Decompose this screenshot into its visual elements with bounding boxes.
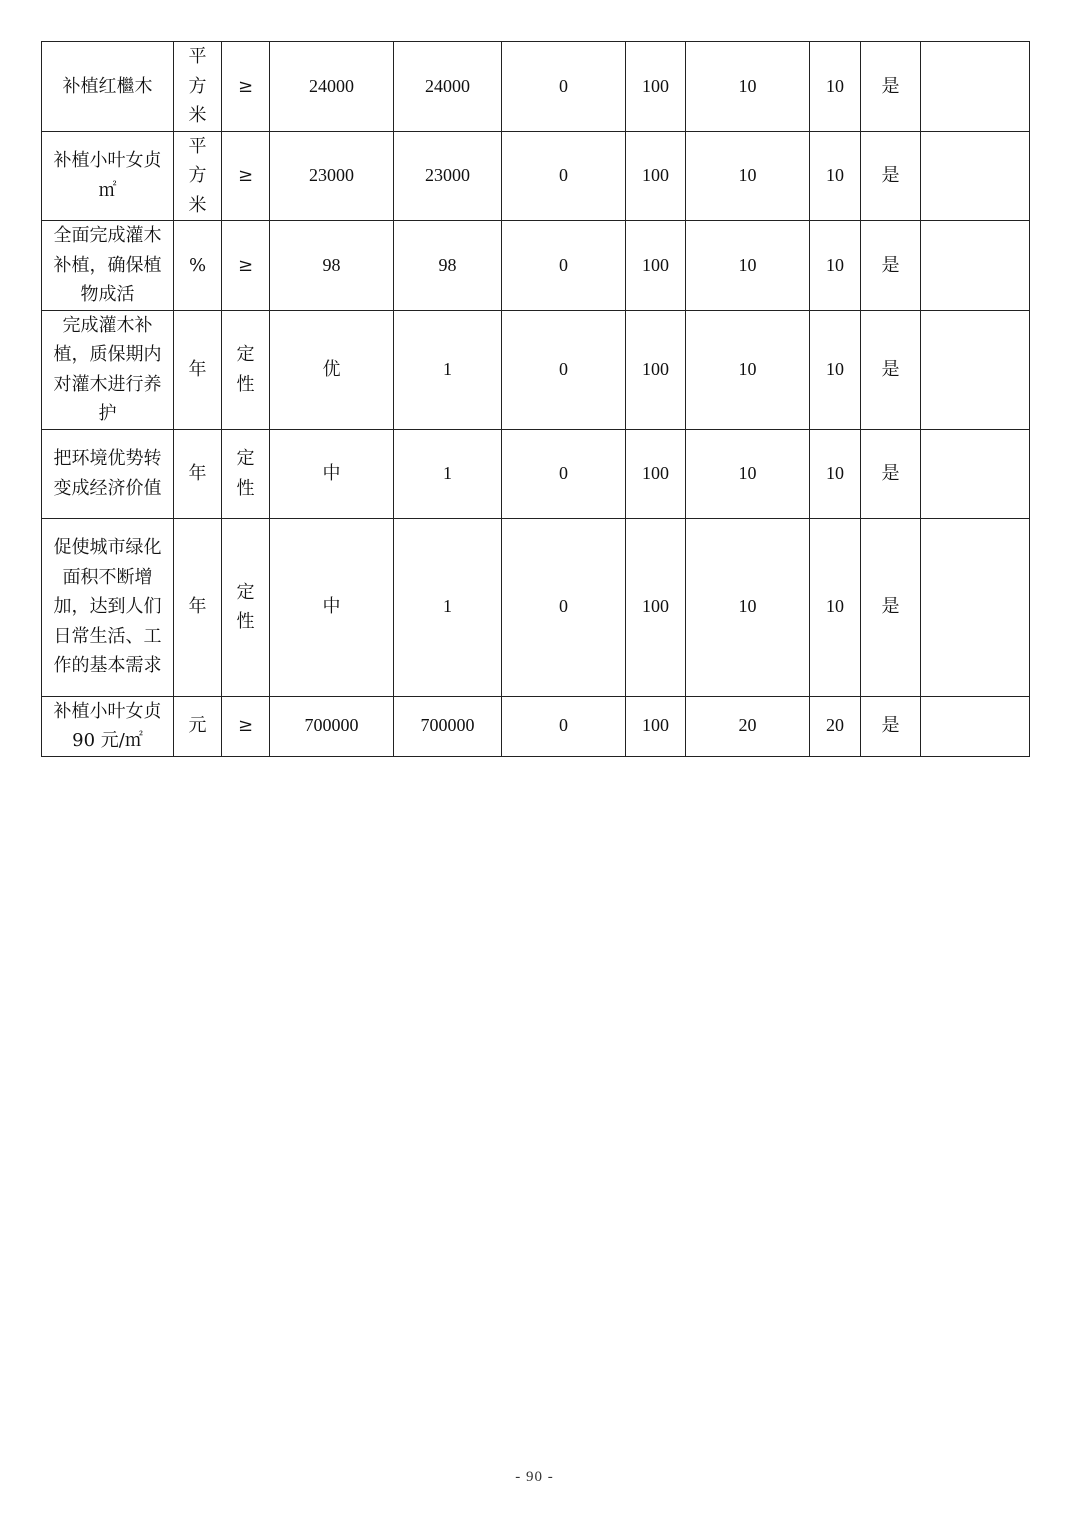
remark-cell	[921, 429, 1030, 518]
completion-rate-cell: 100	[626, 221, 686, 311]
weight-cell: 20	[686, 696, 810, 756]
actual-value-cell: 24000	[394, 42, 502, 132]
deviation-cell: 0	[502, 518, 626, 696]
remark-cell	[921, 518, 1030, 696]
table-row	[42, 518, 1030, 696]
remark-cell	[921, 221, 1030, 311]
actual-value-cell: 1	[394, 429, 502, 518]
remark-cell	[921, 310, 1030, 429]
table-row	[42, 131, 1030, 221]
indicator-name-cell: 补植红檵木	[42, 42, 174, 132]
unit-cell: 年	[174, 310, 222, 429]
table-row	[42, 429, 1030, 518]
weight-cell: 10	[686, 221, 810, 311]
table-row	[42, 310, 1030, 429]
performance-indicator-table	[41, 41, 1030, 757]
achieved-cell: 是	[861, 310, 921, 429]
deviation-cell: 0	[502, 42, 626, 132]
score-cell: 10	[810, 429, 861, 518]
completion-rate-cell: 100	[626, 429, 686, 518]
target-value-cell: 98	[270, 221, 394, 311]
page-number: - 90 -	[515, 1469, 554, 1485]
indicator-name-cell: 促使城市绿化面积不断增加，达到人们日常生活、工作的基本需求	[42, 518, 174, 696]
deviation-cell: 0	[502, 221, 626, 311]
completion-rate-cell: 100	[626, 518, 686, 696]
deviation-cell: 0	[502, 310, 626, 429]
achieved-cell: 是	[861, 518, 921, 696]
score-cell: 10	[810, 518, 861, 696]
achieved-cell: 是	[861, 42, 921, 132]
table-row	[42, 221, 1030, 311]
indicator-name-cell: 把环境优势转变成经济价值	[42, 429, 174, 518]
operator-cell: ≥	[222, 131, 270, 221]
completion-rate-cell: 100	[626, 42, 686, 132]
weight-cell: 10	[686, 310, 810, 429]
indicator-name-cell: 补植小叶女贞 90 元/㎡	[42, 696, 174, 756]
deviation-cell: 0	[502, 131, 626, 221]
achieved-cell: 是	[861, 696, 921, 756]
unit-cell: %	[174, 221, 222, 311]
actual-value-cell: 23000	[394, 131, 502, 221]
unit-cell: 年	[174, 518, 222, 696]
achieved-cell: 是	[861, 131, 921, 221]
target-value-cell: 中	[270, 518, 394, 696]
operator-cell: ≥	[222, 42, 270, 132]
weight-cell: 10	[686, 429, 810, 518]
actual-value-cell: 98	[394, 221, 502, 311]
indicator-name-cell: 全面完成灌木补植，确保植物成活	[42, 221, 174, 311]
indicator-name-cell: 完成灌木补植，质保期内对灌木进行养护	[42, 310, 174, 429]
score-cell: 20	[810, 696, 861, 756]
achieved-cell: 是	[861, 221, 921, 311]
unit-cell: 平方米	[174, 42, 222, 132]
indicator-name-cell: 补植小叶女贞㎡	[42, 131, 174, 221]
deviation-cell: 0	[502, 429, 626, 518]
achieved-cell: 是	[861, 429, 921, 518]
actual-value-cell: 1	[394, 518, 502, 696]
target-value-cell: 700000	[270, 696, 394, 756]
score-cell: 10	[810, 221, 861, 311]
remark-cell	[921, 42, 1030, 132]
operator-cell: 定性	[222, 310, 270, 429]
table-row	[42, 42, 1030, 132]
score-cell: 10	[810, 131, 861, 221]
remark-cell	[921, 131, 1030, 221]
completion-rate-cell: 100	[626, 696, 686, 756]
completion-rate-cell: 100	[626, 310, 686, 429]
target-value-cell: 23000	[270, 131, 394, 221]
weight-cell: 10	[686, 131, 810, 221]
operator-cell: 定性	[222, 518, 270, 696]
table-row	[42, 696, 1030, 756]
score-cell: 10	[810, 310, 861, 429]
actual-value-cell: 700000	[394, 696, 502, 756]
actual-value-cell: 1	[394, 310, 502, 429]
target-value-cell: 优	[270, 310, 394, 429]
operator-cell: ≥	[222, 221, 270, 311]
target-value-cell: 24000	[270, 42, 394, 132]
operator-cell: 定性	[222, 429, 270, 518]
operator-cell: ≥	[222, 696, 270, 756]
target-value-cell: 中	[270, 429, 394, 518]
completion-rate-cell: 100	[626, 131, 686, 221]
remark-cell	[921, 696, 1030, 756]
score-cell: 10	[810, 42, 861, 132]
unit-cell: 年	[174, 429, 222, 518]
unit-cell: 平方米	[174, 131, 222, 221]
weight-cell: 10	[686, 518, 810, 696]
deviation-cell: 0	[502, 696, 626, 756]
unit-cell: 元	[174, 696, 222, 756]
weight-cell: 10	[686, 42, 810, 132]
